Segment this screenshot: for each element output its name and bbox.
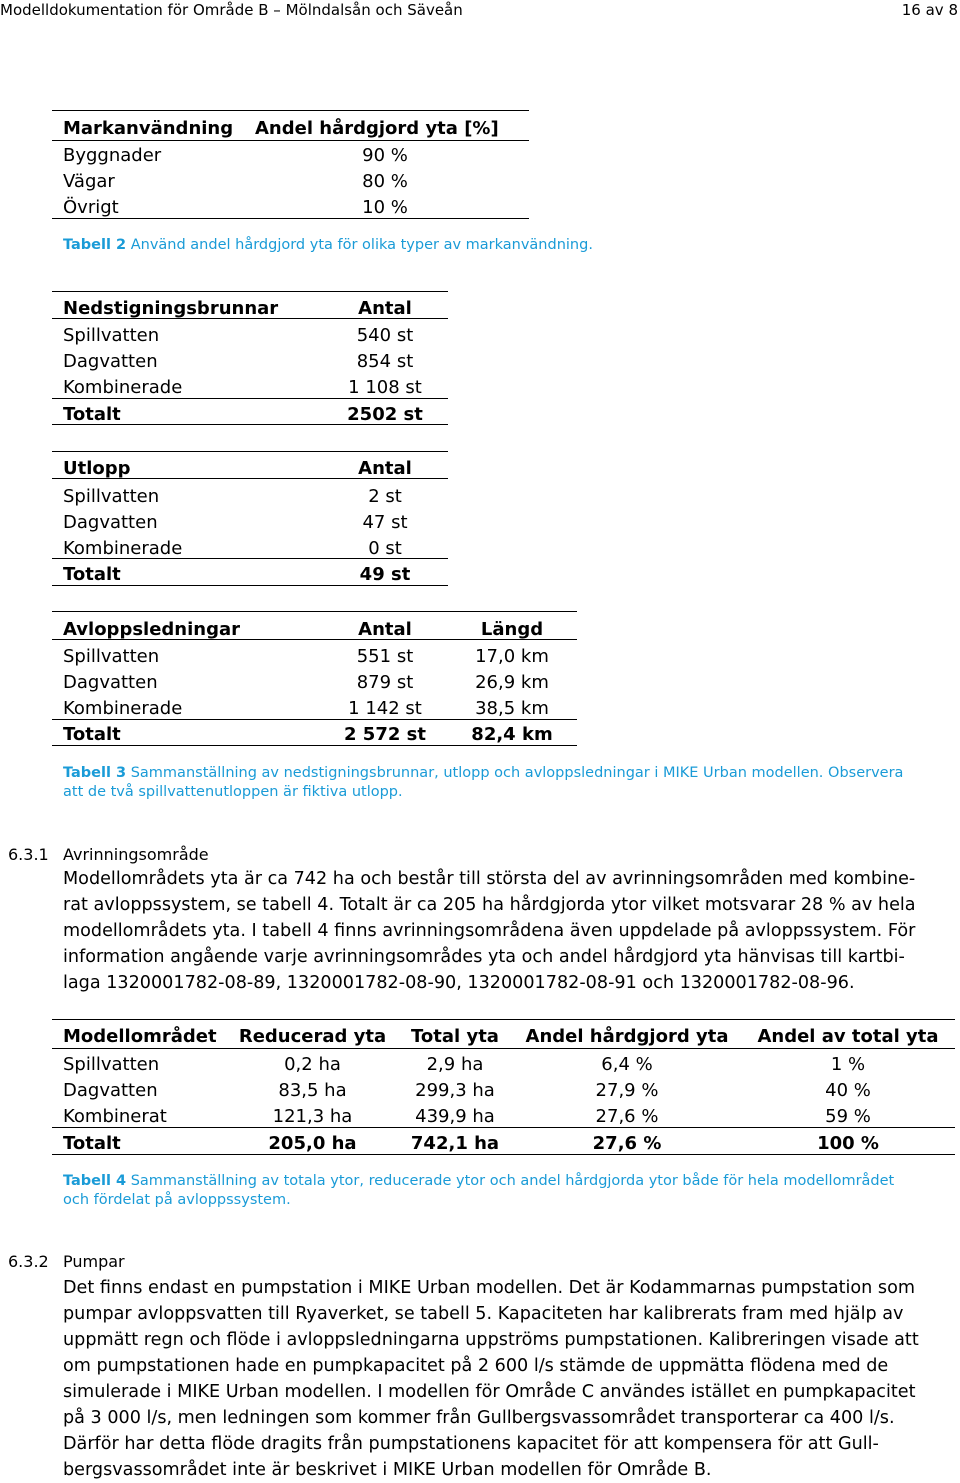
table-caption	[63, 236, 593, 255]
table-total-cell: Totalt	[63, 724, 121, 745]
paragraph-line: Det finns endast en pumpstation i MIKE Urban modellen. Det är Kodammarnas pumpstation som	[63, 1278, 915, 1298]
column-header: Reducerad yta	[238, 1026, 387, 1047]
paragraph-line: om pumpstationen hade en pumpkapacitet på 2 600 l/s stämde de uppmätta flödena med de	[63, 1356, 889, 1376]
column-header: Nedstigningsbrunnar	[63, 298, 279, 319]
column-header: Andel av total yta	[757, 1026, 939, 1047]
table-total-cell: 2502 st	[347, 404, 423, 425]
table-cell: 59 %	[825, 1106, 871, 1127]
paragraph-line: Modellområdets yta är ca 742 ha och består till största del av avrinningsområden med kombine-	[63, 869, 916, 889]
table-cell: 2,9 ha	[426, 1054, 484, 1075]
table-caption	[63, 764, 953, 802]
table-cell: Kombinerade	[63, 538, 183, 559]
table-cell: Kombinerade	[63, 377, 183, 398]
table-cell: 26,9 km	[475, 672, 549, 693]
table-cell: 27,6 %	[595, 1106, 659, 1127]
table-rule	[52, 1048, 955, 1049]
table-total-cell: 100 %	[817, 1133, 879, 1154]
table-rule	[52, 745, 577, 746]
table-cell: 551 st	[356, 646, 414, 667]
table-rule	[52, 639, 577, 640]
table-cell: 299,3 ha	[415, 1080, 495, 1101]
table-rule	[52, 110, 529, 111]
table-rule	[52, 424, 448, 425]
paragraph-line: Därför har detta flöde dragits från pumpstationens kapacitet för att kompensera för att Gull-	[63, 1434, 879, 1454]
table-total-cell: Totalt	[63, 1133, 121, 1154]
paragraph-line: pumpar avloppsvatten till Ryaverket, se tabell 5. Kapaciteten har kalibrerats fram med hjälp av	[63, 1304, 904, 1324]
table-cell: Spillvatten	[63, 325, 160, 346]
table-rule	[52, 1154, 955, 1155]
table-total-cell: 82,4 km	[471, 724, 553, 745]
paragraph-line: bergsvassområdet inte är beskrivet i MIKE Urban modellen för Område B.	[63, 1460, 712, 1480]
page-number: 16 av 8	[901, 1, 958, 19]
table-cell: Byggnader	[63, 145, 162, 166]
paragraph-line: modellområdets yta. I tabell 4 finns avrinningsområdena även uppdelade på avloppssystem. För	[63, 921, 916, 941]
table-cell: 6,4 %	[601, 1054, 653, 1075]
table-total-cell: 49 st	[359, 564, 411, 585]
table-rule	[52, 611, 577, 612]
table-cell: Dagvatten	[63, 512, 158, 533]
table-cell: 40 %	[825, 1080, 871, 1101]
table-rule	[52, 218, 529, 219]
table-total-cell: 205,0 ha	[268, 1133, 357, 1154]
caption-text: Sammanställning av totala ytor, reducerade ytor och andel hårdgjorda ytor både för hela modellområdet	[130, 1173, 895, 1189]
table-cell: 47 st	[362, 512, 408, 533]
table-cell: Dagvatten	[63, 672, 158, 693]
table-cell: 2 st	[368, 486, 402, 507]
column-header: Andel hårdgjord yta [%]	[255, 118, 499, 139]
table-rule	[52, 1127, 955, 1128]
column-header: Avloppsledningar	[63, 619, 241, 640]
column-header: Antal	[358, 298, 412, 319]
column-header: Antal	[358, 458, 412, 479]
column-header: Utlopp	[63, 458, 131, 479]
paragraph-line: rat avloppssystem, se tabell 4. Totalt är ca 205 ha hårdgjorda ytor vilket motsvarar 28 % av hela	[63, 895, 916, 915]
table-cell: Övrigt	[63, 197, 119, 218]
table-cell: 879 st	[356, 672, 414, 693]
table-cell: Kombinerat	[63, 1106, 167, 1127]
table-cell: 1 %	[830, 1054, 866, 1075]
table-cell: 0 st	[368, 538, 402, 559]
column-header: Längd	[480, 619, 544, 640]
table-total-cell: Totalt	[63, 564, 121, 585]
table-total-cell: 27,6 %	[592, 1133, 662, 1154]
table-rule	[52, 719, 577, 720]
caption-line	[63, 764, 953, 783]
caption-label: Tabell 3	[63, 765, 127, 781]
section-paragraph	[63, 1275, 919, 1483]
table-rule	[52, 478, 448, 479]
caption-line: att de två spillvattenutloppen är fiktiva utlopp.	[63, 784, 403, 800]
caption-label: Tabell 4	[63, 1173, 127, 1189]
table-rule	[52, 451, 448, 452]
table-cell: 83,5 ha	[278, 1080, 347, 1101]
table-rule	[52, 585, 448, 586]
caption-text: Använd andel hårdgjord yta för olika typer av markanvändning.	[130, 237, 593, 253]
caption-line: och fördelat på avloppssystem.	[63, 1192, 291, 1208]
column-header: Markanvändning	[63, 118, 234, 139]
caption-label: Tabell 2	[63, 237, 127, 253]
caption-line	[63, 1172, 953, 1191]
column-header: Modellområdet	[63, 1026, 217, 1047]
table-caption	[63, 1172, 953, 1210]
paragraph-line: uppmätt regn och flöde i avloppsledningarna uppströms pumpstationen. Kalibreringen visade att	[63, 1330, 919, 1350]
table-rule	[52, 398, 448, 399]
paragraph-line: laga 1320001782-08-89, 1320001782-08-90, 1320001782-08-91 och 1320001782-08-96.	[63, 973, 855, 993]
table-rule	[52, 1019, 955, 1020]
table-cell: Spillvatten	[63, 486, 160, 507]
column-header: Antal	[358, 619, 412, 640]
table-cell: 1 142 st	[348, 698, 422, 719]
table-cell: 17,0 km	[475, 646, 549, 667]
table-rule	[52, 558, 448, 559]
table-cell: 0,2 ha	[284, 1054, 341, 1075]
column-header: Total yta	[411, 1026, 499, 1047]
paragraph-line: simulerade i MIKE Urban modellen. I modellen för Område C användes istället en pumpkapacitet	[63, 1382, 916, 1402]
table-cell: 121,3 ha	[272, 1106, 353, 1127]
table-total-cell: 742,1 ha	[410, 1133, 500, 1154]
paragraph-line: information angående varje avrinningsområdes yta och andel hårdgjord yta hänvisas till kartbi-	[63, 947, 905, 967]
table-total-cell: 2 572 st	[344, 724, 426, 745]
table-cell: 439,9 ha	[415, 1106, 495, 1127]
table-cell: Spillvatten	[63, 646, 160, 667]
table-rule	[52, 318, 448, 319]
section-title: Pumpar	[63, 1252, 125, 1271]
table-cell: 540 st	[356, 325, 414, 346]
section-number: 6.3.1	[8, 845, 49, 864]
table-cell: 90 %	[362, 145, 408, 166]
table-cell: 1 108 st	[348, 377, 422, 398]
table-cell: Spillvatten	[63, 1054, 160, 1075]
page-header-title: Modelldokumentation för Område B – Mölndalsån och Säveån	[0, 1, 463, 19]
table-cell: Dagvatten	[63, 1080, 158, 1101]
table-cell: 38,5 km	[475, 698, 549, 719]
table-cell: 854 st	[356, 351, 414, 372]
table-rule	[52, 140, 529, 141]
section-number: 6.3.2	[8, 1252, 49, 1271]
table-cell: 80 %	[362, 171, 408, 192]
table-cell: 10 %	[362, 197, 408, 218]
table-rule	[52, 291, 448, 292]
paragraph-line: på 3 000 l/s, men ledningen som kommer från Gullbergsvassområdet transporterar ca 400 l/s.	[63, 1408, 895, 1428]
section-paragraph	[63, 866, 916, 996]
section-title: Avrinningsområde	[63, 845, 209, 864]
caption-text: Sammanställning av nedstigningsbrunnar, utlopp och avloppsledningar i MIKE Urban modellen. Observera	[130, 765, 904, 781]
table-cell: Kombinerade	[63, 698, 183, 719]
table-cell: Dagvatten	[63, 351, 158, 372]
table-cell: Vägar	[63, 171, 115, 192]
table-cell: 27,9 %	[595, 1080, 659, 1101]
table-total-cell: Totalt	[63, 404, 121, 425]
column-header: Andel hårdgjord yta	[525, 1026, 729, 1047]
